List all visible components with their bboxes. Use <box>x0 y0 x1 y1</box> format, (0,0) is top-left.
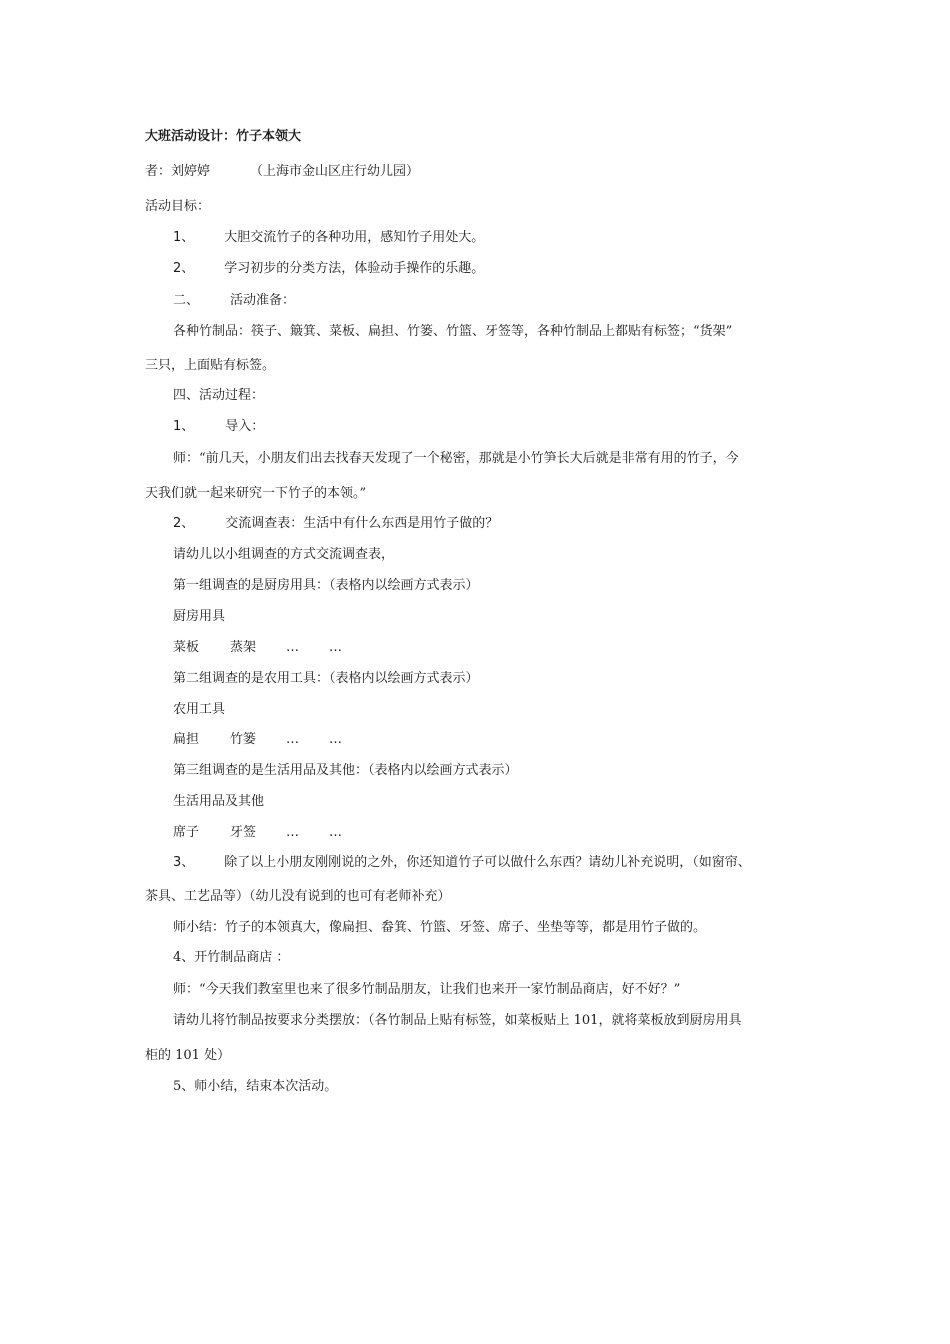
step-2-text: 交流调查表：生活中有什么东西是用竹子做的？ <box>225 516 499 531</box>
step-1-heading <box>173 418 264 436</box>
step-1-number: 1、 <box>173 419 195 434</box>
step-5: 5、师小结，结束本次活动。 <box>173 1079 338 1094</box>
step-3-number: 3、 <box>173 855 195 870</box>
step-3-heading <box>173 854 751 872</box>
goal-2-text: 学习初步的分类方法，体验动手操作的乐趣。 <box>224 261 485 276</box>
group-1-heading: 第一组调查的是厨房用具：（表格内以绘画方式表示） <box>173 578 479 593</box>
step-4-quote: 师：“今天我们教室里也来了很多竹制品朋友，让我们也来开一家竹制品商店，好不好？” <box>173 982 681 997</box>
group-2-ellipsis-2: … <box>329 732 343 747</box>
group-1-item-1: 菜板 <box>173 640 200 655</box>
group-1-items <box>173 639 342 657</box>
process-heading: 四、活动过程： <box>173 388 265 403</box>
step-1-body-line-2: 天我们就一起来研究一下竹子的本领。” <box>145 486 367 501</box>
author-line <box>145 163 419 181</box>
step-4-heading: 4、开竹制品商店 ： <box>173 950 290 965</box>
step-4-body-line-2: 柜的 101 处） <box>145 1048 231 1063</box>
prep-text: 活动准备： <box>230 293 296 308</box>
author-school: （上海市金山区庄行幼儿园） <box>250 164 420 179</box>
author-name: 者：刘婷婷 <box>145 164 211 179</box>
group-2-heading: 第二组调查的是农用工具：（表格内以绘画方式表示） <box>173 671 479 686</box>
step-2-body: 请幼儿以小组调查的方式交流调查表， <box>173 547 395 562</box>
goal-item-1 <box>173 229 484 247</box>
prep-heading <box>173 292 295 310</box>
prep-number: 二、 <box>173 293 200 308</box>
group-3-category: 生活用品及其他 <box>173 794 265 809</box>
group-1-item-2: 蒸架 <box>230 640 257 655</box>
step-1-text: 导入： <box>225 419 265 434</box>
goal-1-text: 大胆交流竹子的各种功用，感知竹子用处大。 <box>224 230 485 245</box>
goals-heading: 活动目标： <box>145 199 211 214</box>
group-3-item-1: 席子 <box>173 825 200 840</box>
step-2-number: 2、 <box>173 516 195 531</box>
step-2-heading <box>173 515 498 533</box>
teacher-summary: 师小结：竹子的本领真大，像扁担、畚箕、竹篮、牙签、席子、坐垫等等，都是用竹子做的。 <box>173 920 707 935</box>
step-3-body-line-2: 茶具、工艺品等）（幼儿没有说到的也可有老师补充） <box>145 889 451 904</box>
step-4-body-line-1: 请幼儿将竹制品按要求分类摆放：（各竹制品上贴有标签，如菜板贴上 101，就将菜板放到厨房用具 <box>173 1013 742 1028</box>
group-2-item-1: 扁担 <box>173 732 200 747</box>
step-1-body-line-1: 师：“前几天，小朋友们出去找春天发现了一个秘密，那就是小竹笋长大后就是非常有用的竹子，今 <box>173 451 739 466</box>
goal-item-2 <box>173 260 484 278</box>
goal-2-number: 2、 <box>173 261 195 276</box>
prep-body-line-1: 各种竹制品：筷子、簸箕、菜板、扁担、竹篓、竹篮、牙签等，各种竹制品上都贴有标签；“货架” <box>173 324 733 339</box>
step-3-text: 除了以上小朋友刚刚说的之外，你还知道竹子可以做什么东西？请幼儿补充说明，（如窗帘、 <box>224 855 751 870</box>
group-1-ellipsis-1: … <box>286 640 300 655</box>
goal-1-number: 1、 <box>173 230 195 245</box>
group-3-ellipsis-1: … <box>286 825 300 840</box>
prep-body-line-2: 三只，上面贴有标签。 <box>145 358 276 373</box>
group-2-category: 农用工具 <box>173 702 226 717</box>
group-3-ellipsis-2: … <box>329 825 343 840</box>
group-3-items <box>173 824 342 842</box>
group-1-category: 厨房用具 <box>173 609 226 624</box>
group-3-item-2: 牙签 <box>230 825 257 840</box>
group-2-ellipsis-1: … <box>286 732 300 747</box>
group-2-items <box>173 731 342 749</box>
document-title: 大班活动设计：竹子本领大 <box>145 129 302 144</box>
group-3-heading: 第三组调查的是生活用品及其他：（表格内以绘画方式表示） <box>173 763 518 778</box>
group-2-item-2: 竹篓 <box>230 732 257 747</box>
group-1-ellipsis-2: … <box>329 640 343 655</box>
